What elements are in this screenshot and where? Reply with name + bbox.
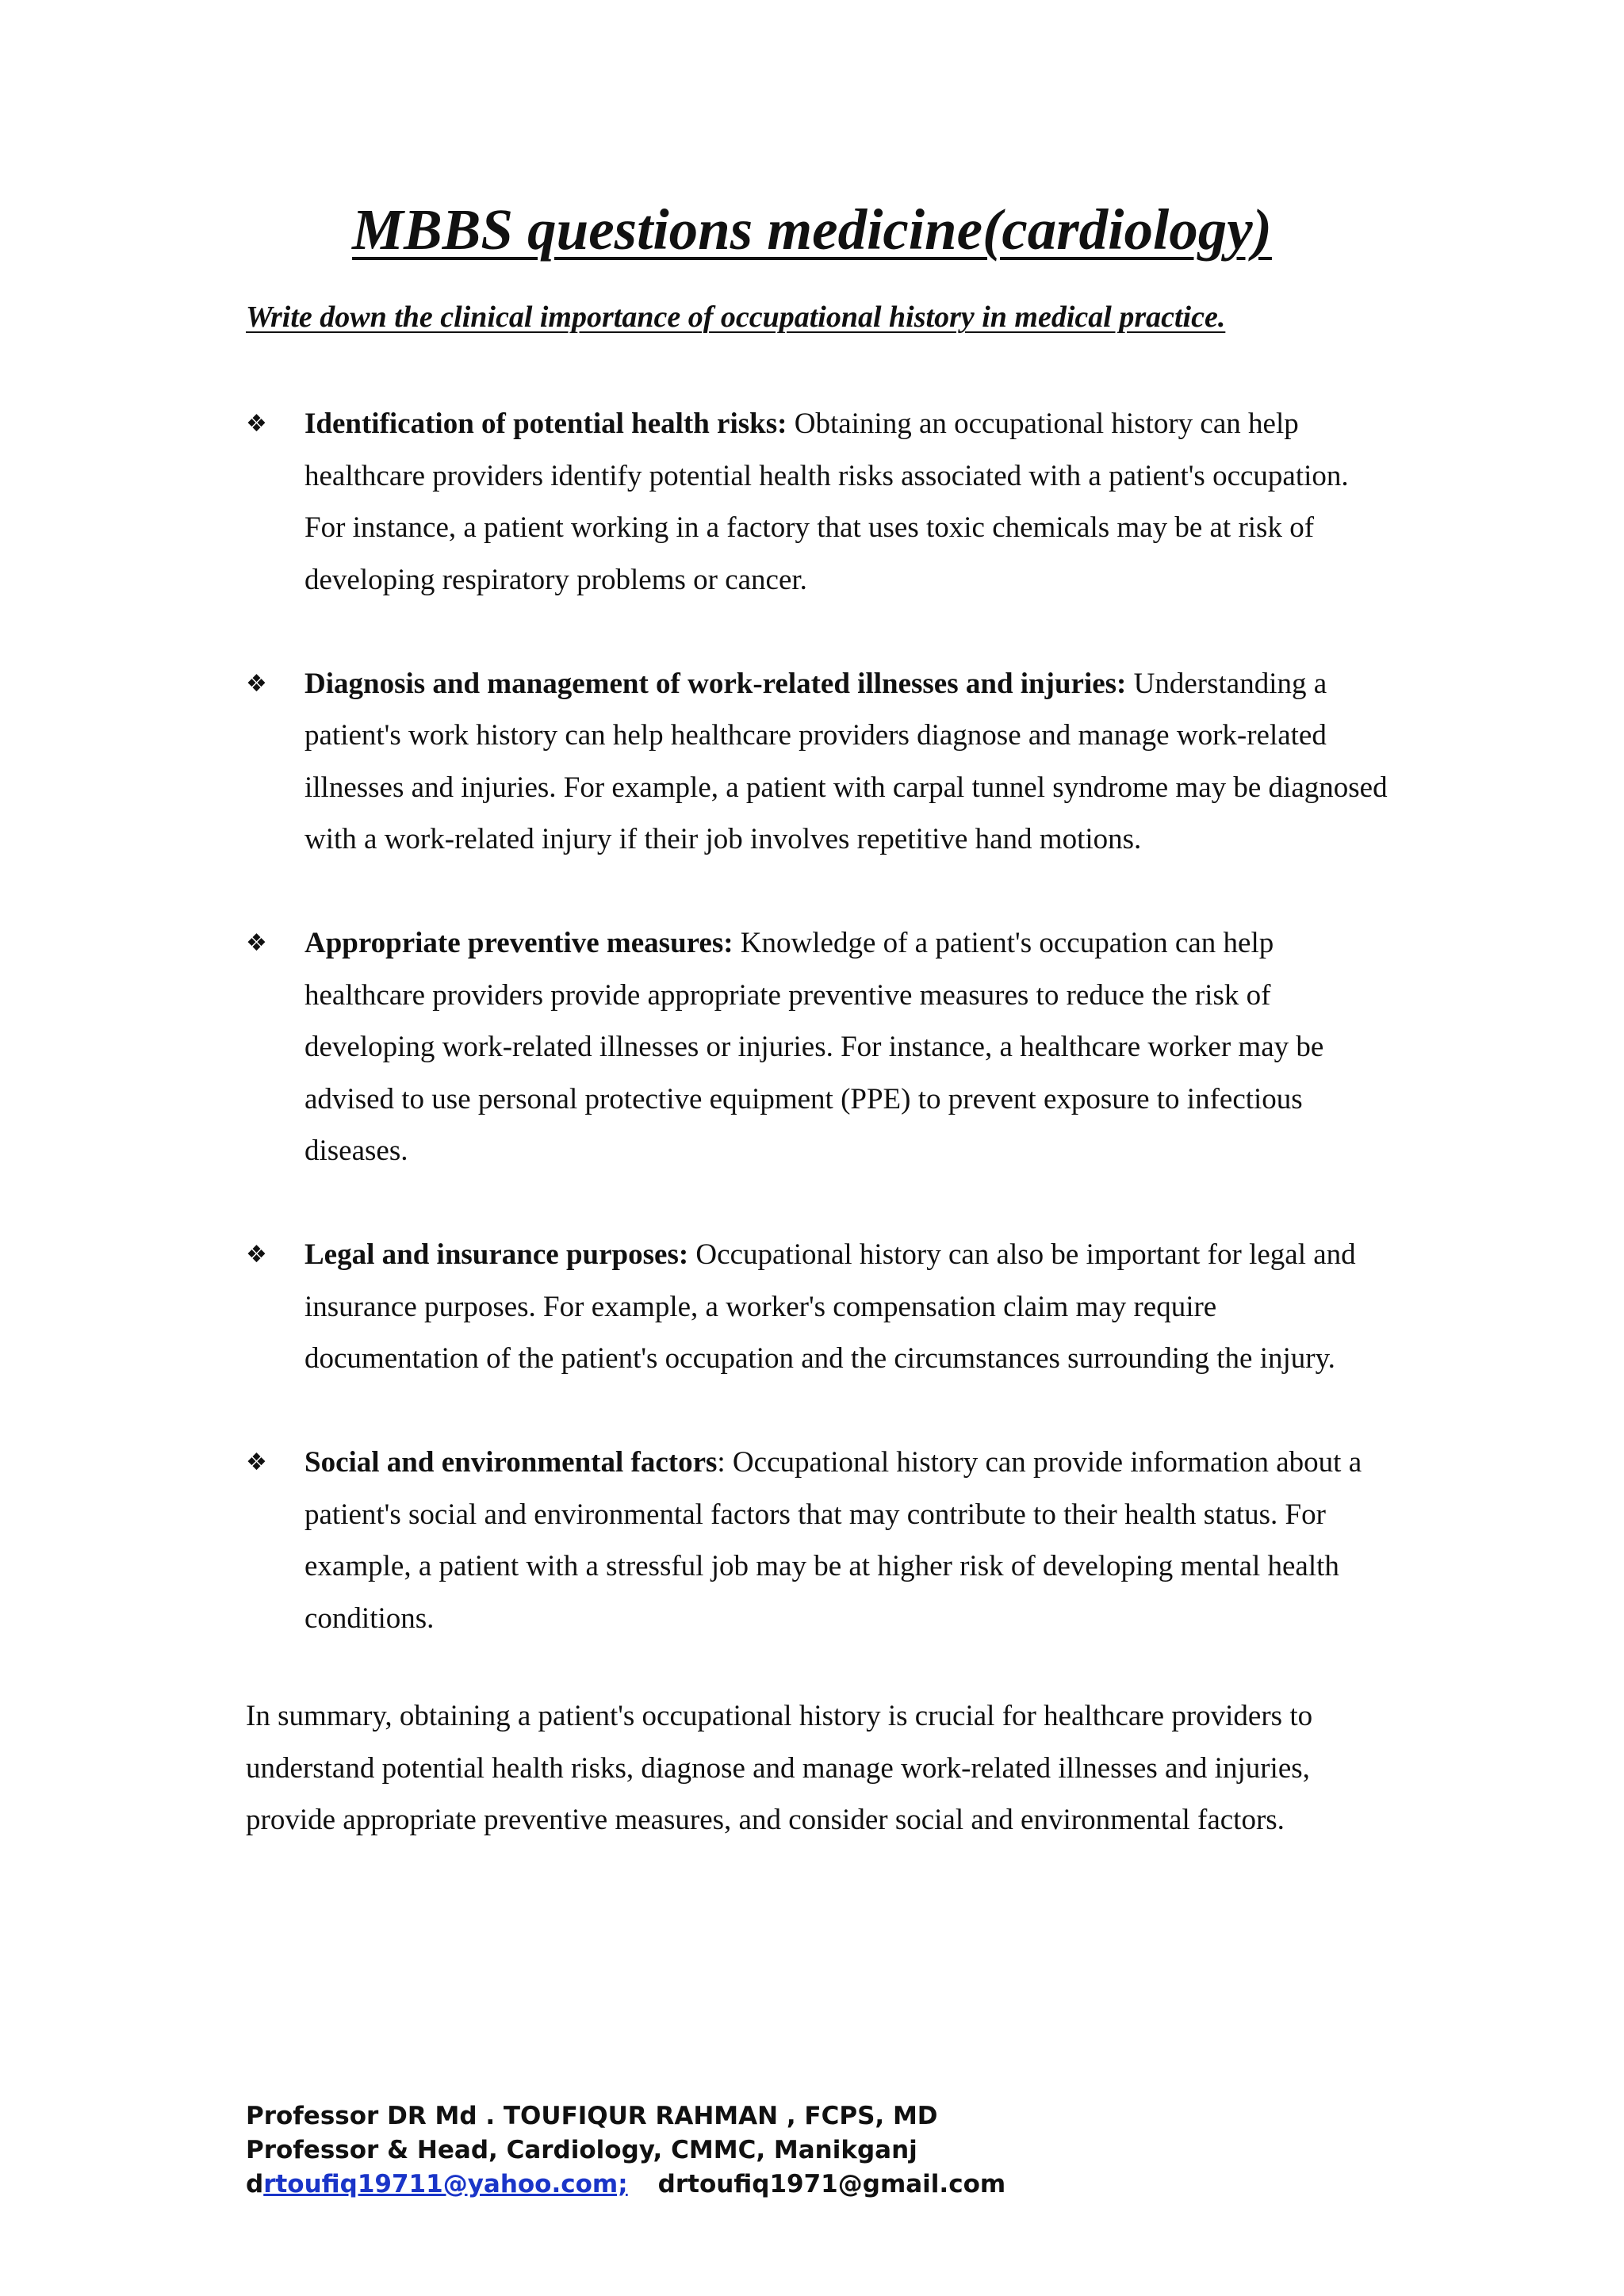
document-title: MBBS questions medicine(cardiology) (352, 197, 1272, 262)
diamond-bullet-icon: ❖ (246, 410, 267, 438)
author-footer (246, 2099, 1005, 2202)
list-item (246, 1437, 1396, 1644)
item-title: Legal and insurance purposes: (304, 1238, 689, 1271)
item-title: Identification of potential health risks: (304, 408, 787, 440)
diamond-bullet-icon: ❖ (246, 669, 267, 698)
author-emails (246, 2168, 1005, 2202)
yahoo-email-link[interactable]: rtoufiq19711@yahoo.com; (263, 2170, 628, 2198)
gmail-address: drtoufiq1971@gmail.com (657, 2170, 1006, 2198)
diamond-bullet-icon: ❖ (246, 929, 267, 957)
item-title: Diagnosis and management of work-related illnesses and injuries: (304, 667, 1127, 700)
item-text: Obtaining an occupational history can help healthcare providers identify potential health risks associated with a patient's occupation. For instance, a patient working in a factory that uses toxic chemicals may be at risk of developing respiratory problems or cancer. (304, 408, 1349, 596)
author-name: Professor DR Md . TOUFIQUR RAHMAN , FCPS, MD (246, 2102, 938, 2130)
list-item (246, 1229, 1396, 1385)
item-text: Knowledge of a patient's occupation can help healthcare providers provide appropriate preventive measures to reduce the risk of developing work-related illnesses or injuries. For instance, a healthcare worker may be advised to use personal protective equipment (PPE) to prevent exposure to infectious diseases. (304, 927, 1324, 1167)
diamond-bullet-icon: ❖ (246, 1448, 267, 1476)
list-item (246, 658, 1396, 866)
email-prefix: d (246, 2170, 264, 2198)
list-item (246, 398, 1396, 606)
question-heading: Write down the clinical importance of occupational history in medical practice. (246, 300, 1226, 334)
diamond-bullet-icon: ❖ (246, 1241, 267, 1269)
item-text: Occupational history can also be important for legal and insurance purposes. For example, a worker's compensation claim may require documentation of the patient's occupation and the circumstances surrounding the injury. (304, 1238, 1356, 1375)
item-title: Social and environmental factors (304, 1446, 718, 1479)
item-text: Understanding a patient's work history can help healthcare providers diagnose and manage work-related illnesses and injuries. For example, a patient with carpal tunnel syndrome may be diagnosed with a work-related injury if their job involves repetitive hand motions. (304, 667, 1388, 855)
item-text: : Occupational history can provide information about a patient's social and environmental factors that may contribute to their health status. For example, a patient with a stressful job may be at higher risk of developing mental health conditions. (304, 1446, 1362, 1635)
author-position: Professor & Head, Cardiology, CMMC, Manikganj (246, 2136, 917, 2164)
summary-paragraph: In summary, obtaining a patient's occupational history is crucial for healthcare providers to understand potential health risks, diagnose and manage work-related illnesses and injuries, provide appropriate preventive measures, and consider social and environmental factors. (246, 1700, 1313, 1836)
item-title: Appropriate preventive measures: (304, 927, 733, 959)
importance-list (246, 398, 1396, 1697)
list-item (246, 917, 1396, 1177)
